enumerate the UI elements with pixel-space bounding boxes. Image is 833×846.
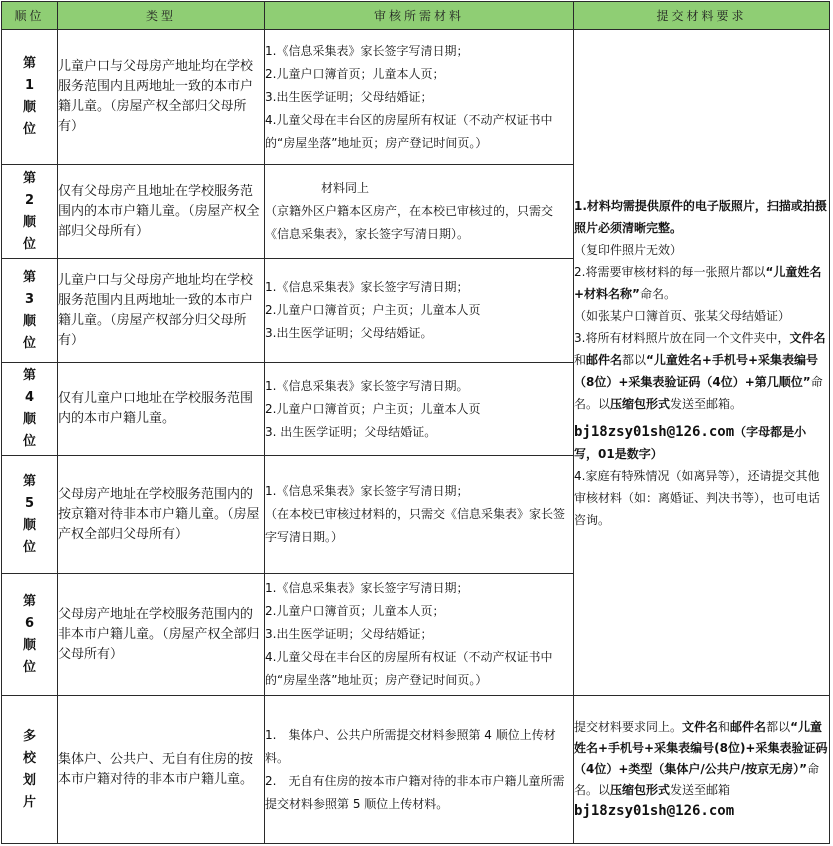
materials-cell: 材料同上 （京籍外区户籍本区房产，在本校已审核过的，只需交《信息采集表》，家长签字写清日期）。 — [265, 165, 574, 259]
rank-cell: 第 5 顺 位 — [2, 456, 58, 574]
materials-cell: 1.《信息采集表》家长签字写清日期； 2.儿童户口簿首页；户主页；儿童本人页 3.出生医学证明；父母结婚证。 — [265, 259, 574, 363]
materials-cell: 1.《信息采集表》家长签字写清日期。 2.儿童户口簿首页；户主页；儿童本人页 3. 出生医学证明；父母结婚证。 — [265, 363, 574, 456]
type-cell: 儿童户口与父母房产地址均在学校服务范围内且两地址一致的本市户籍儿童。（房屋产权全部归父母所有） — [58, 30, 265, 165]
rank-cell: 第 3 顺 位 — [2, 259, 58, 363]
header-type: 类型 — [58, 2, 265, 30]
table-row — [2, 30, 830, 165]
type-cell: 仅有父母房产且地址在学校服务范围内的本市户籍儿童。（房屋产权全部归父母所有） — [58, 165, 265, 259]
header-rank: 顺位 — [2, 2, 58, 30]
rank-cell: 第 6 顺 位 — [2, 574, 58, 696]
type-cell: 儿童户口与父母房产地址均在学校服务范围内且两地址一致的本市户籍儿童。（房屋产权部分归父母所有） — [58, 259, 265, 363]
rank-cell: 第 4 顺 位 — [2, 363, 58, 456]
materials-cell: 1. 集体户、公共户所需提交材料参照第 4 顺位上传材料。 2. 无自有住房的按本市户籍对待的非本市户籍儿童所需提交材料参照第 5 顺位上传材料。 — [265, 696, 574, 844]
requirements-cell: 1.材料均需提供原件的电子版照片，扫描或拍摄照片必须清晰完整。 （复印件照片无效） 2.将需要审核材料的每一张照片都以“儿童姓名+材料名称”命名。 （如张某户口簿首页、张某父母结婚证） 3.将所有材料照片放在同一个文件夹中，文件名和邮件名都以“儿童姓名+手机号+采集表编号（8位）+采集表验证码（4位）+第几顺位”命名。以压缩包形式发送至邮箱。 bj18zsy01sh@126.com（字母都是小写，01是数字） 4.家庭有特殊情况（如离异等），还请提交其他审核材料（如：离婚证、判决书等），也可电话咨询。 — [574, 30, 830, 696]
type-cell: 仅有儿童户口地址在学校服务范围内的本市户籍儿童。 — [58, 363, 265, 456]
table-header-row — [2, 2, 830, 30]
header-materials: 审核所需材料 — [265, 2, 574, 30]
enrollment-materials-table — [1, 1, 830, 844]
rank-cell: 多 校 划 片 — [2, 696, 58, 844]
materials-cell: 1.《信息采集表》家长签字写清日期； 2.儿童户口簿首页；儿童本人页； 3.出生医学证明；父母结婚证； 4.儿童父母在丰台区的房屋所有权证（不动产权证书中的“房屋坐落”地址页；房产登记时间页。） — [265, 30, 574, 165]
requirements-cell-multi-school: 提交材料要求同上。文件名和邮件名都以“儿童姓名+手机号+采集表编号(8位)+采集表验证码（4位）+类型（集体户/公共户/按京无房）”命名。以压缩包形式发送至邮箱 bj18zsy01sh@126.com — [574, 696, 830, 844]
type-cell: 父母房产地址在学校服务范围内的按京籍对待非本市户籍儿童。（房屋产权全部归父母所有） — [58, 456, 265, 574]
rank-cell: 第 1 顺 位 — [2, 30, 58, 165]
type-cell: 集体户、公共户、无自有住房的按本市户籍对待的非本市户籍儿童。 — [58, 696, 265, 844]
header-requirements: 提交材料要求 — [574, 2, 830, 30]
rank-cell: 第 2 顺 位 — [2, 165, 58, 259]
materials-cell: 1.《信息采集表》家长签字写清日期； （在本校已审核过材料的，只需交《信息采集表》家长签字写清日期。） — [265, 456, 574, 574]
type-cell: 父母房产地址在学校服务范围内的非本市户籍儿童。（房屋产权全部归父母所有） — [58, 574, 265, 696]
email-address[interactable]: bj18zsy01sh@126.com — [574, 423, 735, 440]
materials-cell: 1.《信息采集表》家长签字写清日期； 2.儿童户口簿首页；儿童本人页； 3.出生医学证明；父母结婚证； 4.儿童父母在丰台区的房屋所有权证（不动产权证书中的“房屋坐落”地址页；房产登记时间页。） — [265, 574, 574, 696]
table-row — [2, 696, 830, 844]
email-address[interactable]: bj18zsy01sh@126.com — [574, 803, 735, 819]
